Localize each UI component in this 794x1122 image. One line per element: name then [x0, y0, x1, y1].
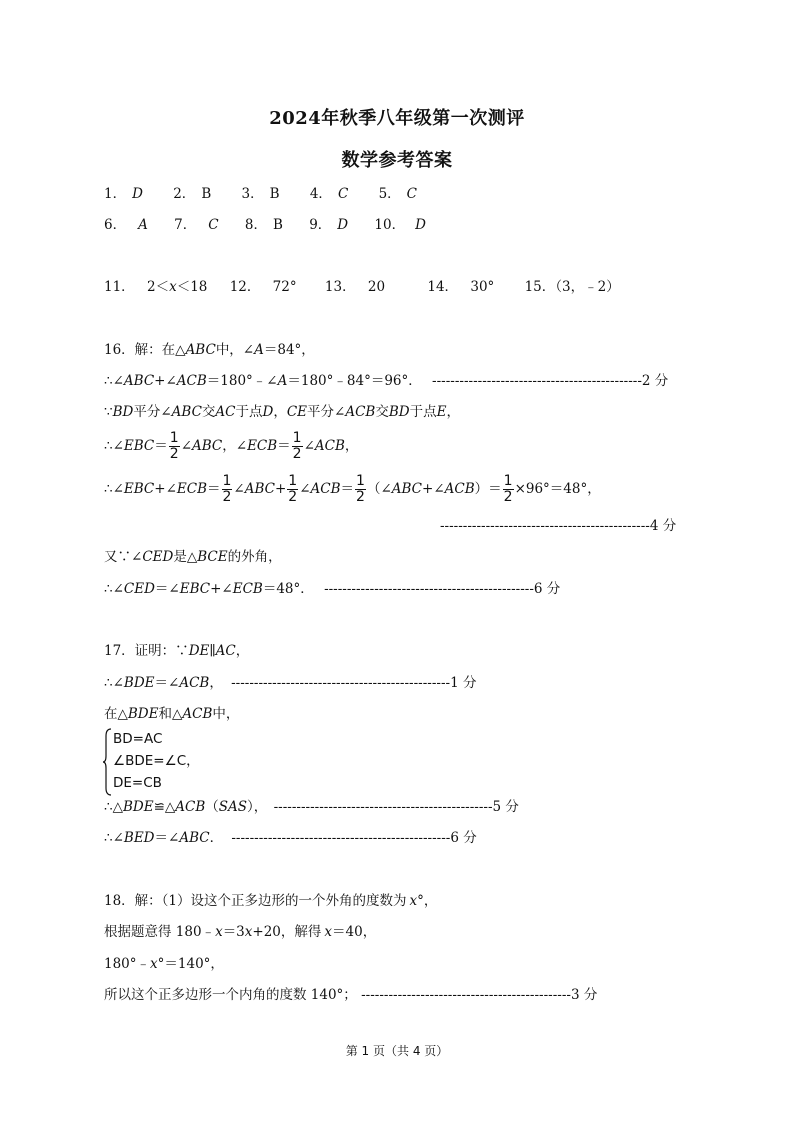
- q17-line-5: ∴∠BED＝∠ABC． ------------------------------------------------6 分: [104, 830, 477, 846]
- q18-line-1: 18．解：（1）设这个正多边形的一个外角的度数为 x°，: [104, 893, 438, 909]
- system-line-3: DE=CB: [113, 775, 162, 791]
- fraction-half: $\frac{1}{2}$: [503, 473, 513, 505]
- choice-row-1: [104, 184, 417, 204]
- page-title: 2024年秋季八年级第一次测评: [269, 108, 525, 129]
- q16-line-2: ∴∠ABC+∠ACB＝180°﹣∠A＝180°﹣84°＝96°． ----------------------------------------------2 分: [104, 373, 669, 389]
- choice-item: 7． C: [174, 217, 219, 233]
- fraction-half: $\frac{1}{2}$: [292, 430, 302, 462]
- q16-line-4: ∴∠EBC＝ $\frac{1}{2}$ ∠ABC，∠ECB＝ $\frac{1}{2}$ ∠ACB，: [104, 430, 359, 462]
- fraction-half: $\frac{1}{2}$: [169, 430, 179, 462]
- q17-line-2: ∴∠BDE＝∠ACB， ------------------------------------------------1 分: [104, 675, 477, 691]
- q16-line-7: 又∵∠CED是△BCE的外角，: [104, 549, 282, 565]
- q18-line-4: 所以这个正多边形一个内角的度数 140°； ----------------------------------------------3 分: [104, 987, 598, 1003]
- q17-line-1: 17．证明：∵DE∥AC，: [104, 643, 250, 659]
- q18-line-2: 根据题意得 180﹣x＝3x+20，解得 x＝40，: [104, 924, 377, 940]
- choice-item: 2． B: [173, 186, 212, 202]
- score-marker: ----------------------------------------------3 分: [361, 987, 598, 1003]
- score-marker: ----------------------------------------------2 分: [432, 373, 669, 389]
- score-marker: ----------------------------------------------6 分: [324, 581, 561, 597]
- page-footer: 第 1 页（共 4 页）: [345, 1044, 449, 1058]
- choice-item: 6． A: [104, 217, 148, 233]
- q16-line-5: ∴∠EBC+∠ECB＝ $\frac{1}{2}$ ∠ABC+ $\frac{1}{2}$ ∠ACB＝ $\frac{1}{2}$ （∠ABC+∠ACB）＝ $\frac{1}{2}$ ×96°＝48°，: [104, 473, 601, 505]
- fraction-half: $\frac{1}{2}$: [288, 473, 298, 505]
- score-marker: ------------------------------------------------5 分: [273, 799, 519, 815]
- page-subtitle: 数学参考答案: [341, 150, 453, 171]
- q16-line-3: ∵BD平分∠ABC交AC于点D，CE平分∠ACB交BD于点E，: [104, 404, 460, 420]
- fraction-half: $\frac{1}{2}$: [222, 473, 232, 505]
- fill-row: 11． 2＜x＜18 12． 72° 13． 20 14． 30° 15．（3，﹣2）: [104, 279, 620, 295]
- system-line-2: ∠BDE=∠C，: [113, 753, 200, 769]
- choice-row-2: [104, 215, 426, 235]
- choice-item: 1． D: [104, 186, 143, 202]
- choice-item: 9． D: [309, 217, 349, 233]
- choice-item: 8． B: [244, 217, 283, 233]
- q17-line-3: 在△BDE和△ACB中，: [104, 706, 240, 722]
- choice-item: 3． B: [241, 186, 280, 202]
- choice-item: 5． C: [378, 186, 418, 202]
- fraction-half: $\frac{1}{2}$: [356, 473, 365, 505]
- score-marker: ----------------------------------------------4 分: [440, 518, 677, 534]
- q16-line-8: ∴∠CED＝∠EBC+∠ECB＝48°． ----------------------------------------------6 分: [104, 581, 561, 597]
- q16-line-1: 16．解：在△ABC中，∠A＝84°，: [104, 342, 315, 358]
- system-line-1: BD=AC: [113, 731, 163, 747]
- score-marker: ------------------------------------------------1 分: [231, 675, 477, 691]
- score-marker: ------------------------------------------------6 分: [231, 830, 477, 846]
- choice-item: 4． C: [309, 186, 349, 202]
- equation-system: [102, 728, 262, 796]
- q17-line-4: ∴△BDE≌△ACB（SAS）， ------------------------------------------------5 分: [104, 799, 519, 815]
- choice-item: 10． D: [374, 217, 426, 233]
- q18-line-3: 180°﹣x°＝140°，: [104, 956, 224, 972]
- left-brace-icon: [102, 728, 112, 796]
